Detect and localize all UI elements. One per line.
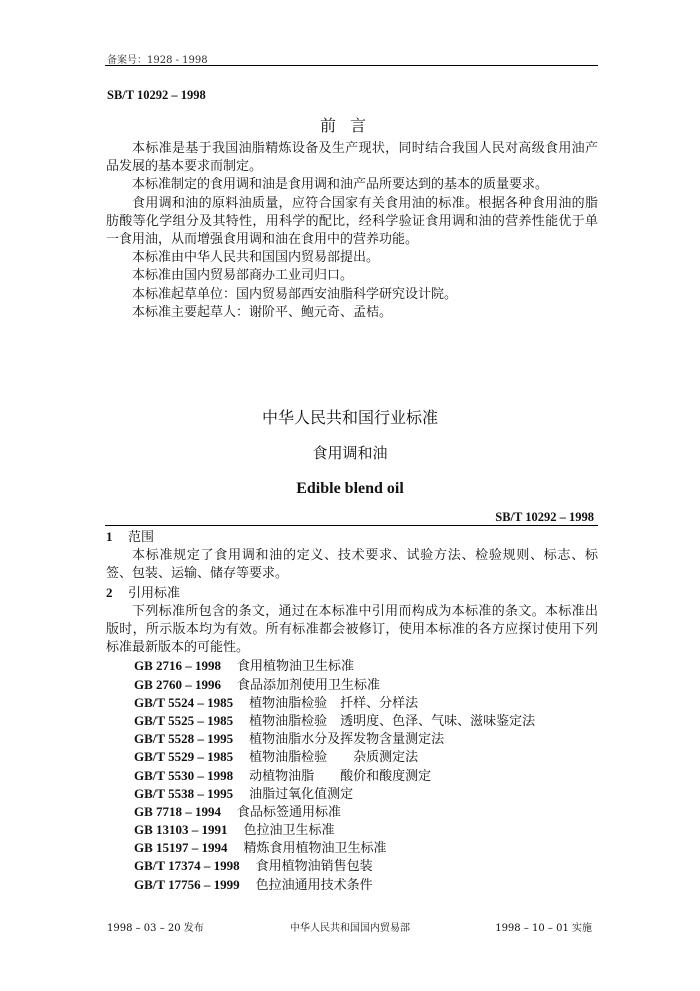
reference-item [134,657,598,675]
reference-item [134,712,598,730]
reference-code: GB/T 5525 – 1985 [134,712,234,728]
foreword-paragraph: 食用调和油的原料油质量，应符合国家有关食用油的标准。根据各种食用油的脂肪酸等化学组分及其特性，用科学的配比，经科学验证食用调和油的营养性能优于单一食用油，从而增强食用调和油在食用中的营养功能。 [106,195,598,248]
reference-code: GB 15197 – 1994 [134,840,228,856]
reference-code: GB/T 5528 – 1995 [134,731,234,747]
reference-item [134,876,598,894]
reference-title: 食品标签通用标准 [237,804,342,820]
section-title: 范围 [128,530,155,545]
industry-standard-title: 中华人民共和国行业标准 [261,408,438,427]
header-rule [105,65,598,66]
reference-code: GB/T 5538 – 1995 [134,785,234,801]
foreword-paragraph: 本标准起草单位：国内贸易部西安油脂科学研究设计院。 [132,286,458,302]
foreword-paragraph: 本标准由国内贸易部商办工业司归口。 [132,268,354,284]
filing-number: 备案号：1928 - 1998 [107,55,208,66]
issue-date: 1998 – 03 – 20 发布 [107,923,204,934]
reference-item [134,839,598,857]
reference-list [106,657,598,893]
issuing-authority: 中华人民共和国国内贸易部 [290,923,410,934]
section-number: 1 [106,529,113,544]
reference-title: 动植物油脂 酸价和酸度测定 [249,768,432,784]
reference-title: 油脂过氧化值测定 [249,786,354,802]
english-title: Edible blend oil [296,480,404,497]
foreword-paragraph: 本标准主要起草人：谢阶平、鲍元奇、孟桔。 [132,304,393,320]
reference-title: 植物油脂检验 杂质测定法 [249,750,419,766]
foreword-title: 前言 [319,116,380,135]
effective-date: 1998 – 10 – 01 实施 [495,923,592,934]
reference-code: GB/T 17756 – 1999 [134,876,240,892]
reference-item [134,767,598,785]
foreword-paragraph: 本标准制定的食用调和油是食用调和油产品所要达到的基本的质量要求。 [132,177,549,193]
reference-title: 植物油脂水分及挥发物含量测定法 [249,732,445,748]
section-heading-references [106,584,598,603]
section-heading-scope [106,528,598,547]
reference-code: GB 2760 – 1996 [134,676,222,692]
reference-title: 植物油脂检验 透明度、色泽、气味、滋味鉴定法 [249,713,536,729]
reference-title: 精炼食用植物油卫生标准 [243,841,387,857]
foreword-paragraph: 本标准是基于我国油脂精炼设备及生产现状，同时结合我国人民对高级食用油产品发展的基本要求而制定。 [106,141,598,175]
reference-item [134,694,598,712]
section-title: 引用标准 [128,585,181,601]
reference-item [134,748,598,766]
reference-item [134,803,598,821]
foreword-paragraph: 本标准由中华人民共和国国内贸易部提出。 [132,250,380,266]
reference-title: 色拉油通用技术条件 [255,877,373,893]
foreword-body [106,140,598,322]
standard-code-header: SB/T 10292 – 1998 [107,88,206,102]
reference-item [134,730,598,748]
reference-code: GB 13103 – 1991 [134,822,228,838]
reference-title: 植物油脂检验 扦样、分样法 [249,695,419,711]
section-number: 2 [106,584,113,600]
scope-text: 本标准规定了食用调和油的定义、技术要求、试验方法、检验规则、标志、标签、包装、运输、储存等要求。 [106,548,598,582]
reference-item [134,785,598,803]
reference-code: GB/T 5524 – 1985 [134,694,234,710]
title-rule [105,525,598,526]
reference-title: 食用植物油卫生标准 [237,659,355,675]
reference-item [134,821,598,839]
product-title: 食用调和油 [312,444,388,462]
reference-title: 色拉油卫生标准 [243,823,335,839]
reference-code: GB/T 5530 – 1998 [134,767,234,783]
reference-code: GB/T 17374 – 1998 [134,858,240,874]
standard-code: SB/T 10292 – 1998 [495,510,594,524]
reference-item [134,857,598,875]
references-text: 下列标准所包含的条文，通过在本标准中引用而构成为本标准的条文。本标准出版时，所示版本均为有效。所有标准都会被修订，使用本标准的各方应探讨使用下列标准最新版本的可能性。 [106,603,598,656]
reference-title: 食品添加剂使用卫生标准 [237,677,381,693]
reference-code: GB 7718 – 1994 [134,803,222,819]
reference-title: 食用植物油销售包装 [255,859,373,875]
reference-code: GB/T 5529 – 1985 [134,749,234,765]
reference-item [134,676,598,694]
reference-code: GB 2716 – 1998 [134,658,222,674]
standard-body [106,528,598,894]
